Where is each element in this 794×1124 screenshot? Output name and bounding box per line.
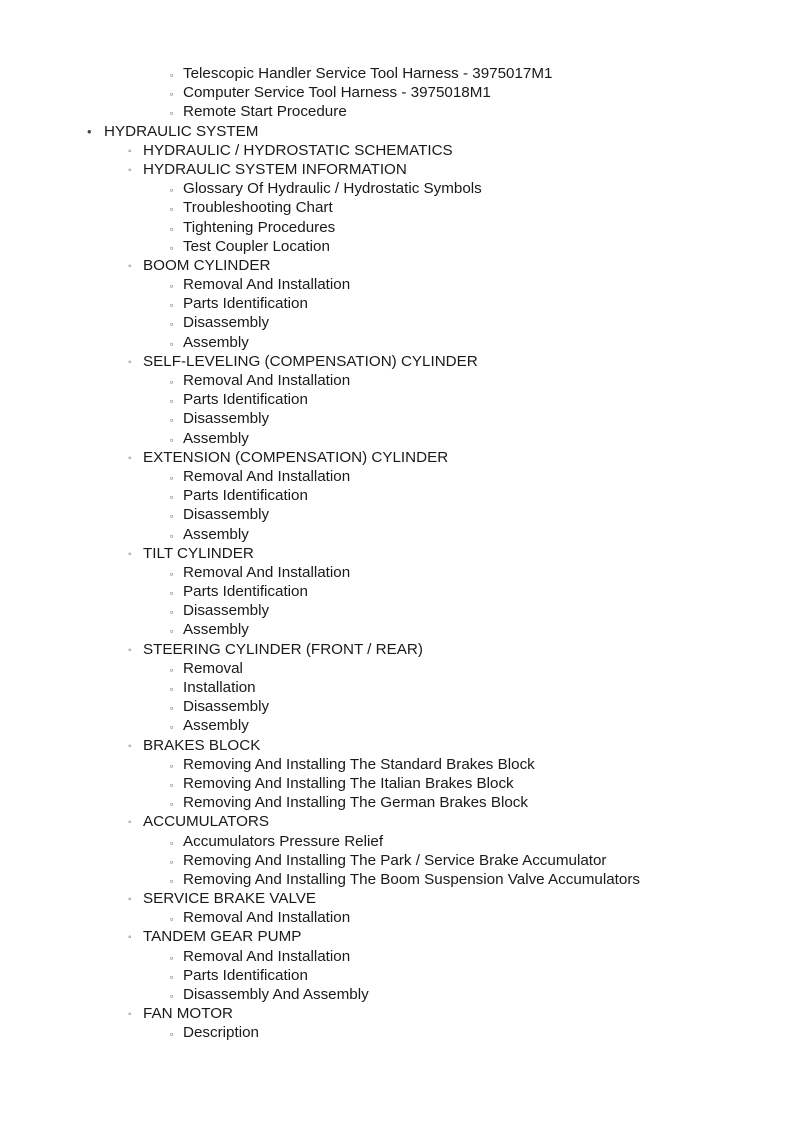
list-bullet: ◦	[128, 260, 132, 272]
toc-item-text: Assembly	[183, 717, 249, 735]
toc-item-level-3	[0, 793, 794, 812]
toc-item-text: Disassembly	[183, 314, 270, 332]
toc-item-text: Removal And Installation	[183, 276, 351, 294]
list-bullet: ▫	[170, 434, 174, 445]
list-bullet: ▫	[170, 70, 174, 80]
toc-item-text: TILT CYLINDER	[143, 544, 254, 562]
toc-item-level-2	[0, 1004, 794, 1023]
toc-item-text: Troubleshooting Chart	[183, 199, 333, 217]
list-bullet: ◦	[128, 740, 132, 752]
toc-item-level-3	[0, 678, 794, 697]
list-bullet: ▫	[170, 664, 174, 675]
list-bullet: ▫	[170, 396, 174, 407]
toc-item-text: Disassembly	[183, 410, 270, 428]
list-bullet: ▫	[170, 799, 174, 810]
toc-item-text: Removal And Installation	[183, 467, 351, 485]
list-bullet: ▫	[170, 108, 174, 119]
toc-item-text: HYDRAULIC / HYDROSTATIC SCHEMATICS	[143, 141, 453, 159]
toc-item-level-3	[0, 620, 794, 639]
list-bullet: ◦	[128, 894, 132, 906]
list-bullet: ◦	[128, 145, 132, 157]
toc-item-text: Removing And Installing The Park / Service Brake Accumulator	[183, 851, 607, 869]
toc-item-text: Parts Identification	[183, 487, 308, 505]
toc-item-text: Parts Identification	[183, 966, 308, 984]
toc-item-text: Parts Identification	[183, 295, 308, 313]
toc-item-text: Disassembly	[183, 506, 270, 524]
toc-item-level-3	[0, 832, 794, 851]
toc-item-level-3	[0, 237, 794, 256]
list-bullet: ▫	[170, 472, 174, 483]
toc-item-level-3	[0, 697, 794, 716]
toc-item-level-3	[0, 275, 794, 294]
list-bullet: ▫	[170, 760, 174, 771]
toc-item-text: BOOM CYLINDER	[143, 256, 271, 274]
toc-item-level-3	[0, 218, 794, 237]
toc-item-level-2	[0, 160, 794, 179]
toc-item-level-3	[0, 198, 794, 217]
list-bullet: ◦	[128, 452, 132, 464]
toc-item-level-3	[0, 908, 794, 927]
toc-item-level-3	[0, 659, 794, 678]
list-bullet: ▫	[170, 319, 174, 330]
list-bullet: ◦	[128, 1009, 132, 1021]
toc-item-level-3	[0, 563, 794, 582]
toc-item-text: SERVICE BRAKE VALVE	[143, 890, 317, 908]
toc-item-text: Accumulators Pressure Relief	[183, 832, 384, 850]
toc-item-level-3	[0, 390, 794, 409]
toc-item-text: Computer Service Tool Harness - 3975018M1	[183, 84, 491, 102]
list-bullet: ▫	[170, 511, 174, 522]
toc-item-text: HYDRAULIC SYSTEM	[104, 122, 259, 140]
toc-item-text: SELF-LEVELING (COMPENSATION) CYLINDER	[143, 352, 478, 370]
toc-item-level-3	[0, 716, 794, 735]
toc-item-text: ACCUMULATORS	[143, 813, 270, 831]
toc-item-text: Glossary Of Hydraulic / Hydrostatic Symbols	[183, 180, 482, 198]
toc-item-level-2	[0, 640, 794, 659]
toc-item-level-3	[0, 851, 794, 870]
list-bullet: ▫	[170, 338, 174, 349]
toc-item-text: Disassembly And Assembly	[183, 986, 369, 1003]
toc-item-level-3	[0, 179, 794, 198]
list-bullet: ▫	[170, 588, 174, 599]
list-bullet: ◦	[128, 548, 132, 560]
list-bullet: ▫	[170, 89, 174, 100]
toc-item-level-3	[0, 486, 794, 505]
list-bullet: ▫	[170, 779, 174, 790]
toc-item-level-3	[0, 870, 794, 889]
toc-item-level-3	[0, 313, 794, 332]
toc-item-level-3	[0, 83, 794, 102]
toc-item-text: FAN MOTOR	[143, 1005, 234, 1023]
toc-item-level-2	[0, 256, 794, 275]
toc-item-level-1	[0, 122, 794, 141]
toc-item-level-2	[0, 544, 794, 563]
toc-item-text: Removal And Installation	[183, 909, 351, 927]
toc-item-level-3	[0, 755, 794, 774]
toc-item-text: BRAKES BLOCK	[143, 736, 261, 754]
toc-item-text: Removal And Installation	[183, 563, 351, 581]
list-bullet: ◦	[128, 817, 132, 829]
toc-item-text: Tightening Procedures	[183, 218, 336, 236]
toc-item-text: Removing And Installing The German Brakes Block	[183, 794, 528, 812]
toc-item-text: Removing And Installing The Standard Brakes Block	[183, 755, 535, 773]
toc-item-text: HYDRAULIC SYSTEM INFORMATION	[143, 160, 407, 178]
list-bullet: ▫	[170, 223, 174, 234]
toc-item-level-3	[0, 985, 794, 1004]
toc-item-text: Assembly	[183, 429, 249, 447]
toc-item-text: Assembly	[183, 333, 249, 351]
toc-item-level-3	[0, 947, 794, 966]
list-bullet: •	[87, 123, 92, 139]
toc-item-text: Parts Identification	[183, 583, 308, 601]
toc-item-level-3	[0, 409, 794, 428]
list-bullet: ◦	[128, 164, 132, 176]
toc-item-text: Disassembly	[183, 602, 270, 620]
list-bullet: ▫	[170, 1029, 174, 1040]
toc-item-text: Disassembly	[183, 698, 270, 716]
list-bullet: ▫	[170, 971, 174, 982]
toc-item-text: Removal And Installation	[183, 947, 351, 965]
toc-item-text: TANDEM GEAR PUMP	[143, 928, 302, 946]
toc-item-text: Telescopic Handler Service Tool Harness - 3975017M1	[183, 65, 553, 82]
toc-item-level-3	[0, 467, 794, 486]
toc-item-level-3	[0, 371, 794, 390]
table-of-contents	[0, 64, 794, 1043]
list-bullet: ▫	[170, 568, 174, 579]
list-bullet: ◦	[128, 932, 132, 944]
list-bullet: ▫	[170, 492, 174, 503]
list-bullet: ▫	[170, 991, 174, 1001]
list-bullet: ◦	[128, 644, 132, 656]
toc-item-level-3	[0, 966, 794, 985]
toc-item-level-3	[0, 429, 794, 448]
list-bullet: ▫	[170, 185, 174, 196]
list-bullet: ▫	[170, 684, 174, 694]
toc-item-text: Installation	[183, 679, 256, 696]
toc-item-level-2	[0, 927, 794, 946]
list-bullet: ▫	[170, 300, 174, 311]
toc-item-level-3	[0, 1023, 794, 1042]
toc-item-text: Assembly	[183, 621, 249, 639]
list-bullet: ▫	[170, 875, 174, 886]
list-bullet: ▫	[170, 607, 174, 618]
toc-item-level-3	[0, 294, 794, 313]
toc-item-text: Assembly	[183, 525, 249, 543]
toc-item-level-3	[0, 64, 794, 83]
toc-item-level-2	[0, 889, 794, 908]
list-bullet: ▫	[170, 914, 174, 925]
list-bullet: ▫	[170, 530, 174, 541]
list-bullet: ◦	[128, 356, 132, 368]
toc-item-text: Removal	[183, 659, 243, 677]
toc-item-text: STEERING CYLINDER (FRONT / REAR)	[143, 640, 423, 658]
toc-item-level-3	[0, 774, 794, 793]
list-bullet: ▫	[170, 377, 174, 387]
list-bullet: ▫	[170, 204, 174, 215]
toc-item-level-3	[0, 525, 794, 544]
toc-item-level-3	[0, 601, 794, 620]
toc-item-text: Description	[183, 1024, 259, 1042]
list-bullet: ▫	[170, 281, 174, 292]
toc-item-text: Removing And Installing The Italian Brakes Block	[183, 774, 514, 792]
toc-item-text: EXTENSION (COMPENSATION) CYLINDER	[143, 448, 449, 466]
toc-item-text: Removing And Installing The Boom Suspension Valve Accumulators	[183, 870, 641, 888]
toc-item-text: Parts Identification	[183, 391, 308, 409]
list-bullet: ▫	[170, 722, 174, 733]
list-bullet: ▫	[170, 415, 174, 426]
toc-item-level-3	[0, 102, 794, 121]
toc-item-level-2	[0, 812, 794, 831]
toc-item-level-2	[0, 141, 794, 160]
list-bullet: ▫	[170, 837, 174, 848]
list-bullet: ▫	[170, 952, 174, 963]
toc-item-text: Removal And Installation	[183, 372, 351, 389]
toc-item-level-3	[0, 333, 794, 352]
toc-item-level-2	[0, 448, 794, 467]
toc-item-level-3	[0, 505, 794, 524]
list-bullet: ▫	[170, 856, 174, 867]
toc-item-level-3	[0, 582, 794, 601]
list-bullet: ▫	[170, 626, 174, 637]
toc-item-text: Test Coupler Location	[183, 237, 330, 255]
toc-item-level-2	[0, 352, 794, 371]
toc-item-level-2	[0, 736, 794, 755]
list-bullet: ▫	[170, 242, 174, 253]
toc-item-text: Remote Start Procedure	[183, 103, 347, 121]
list-bullet: ▫	[170, 703, 174, 714]
